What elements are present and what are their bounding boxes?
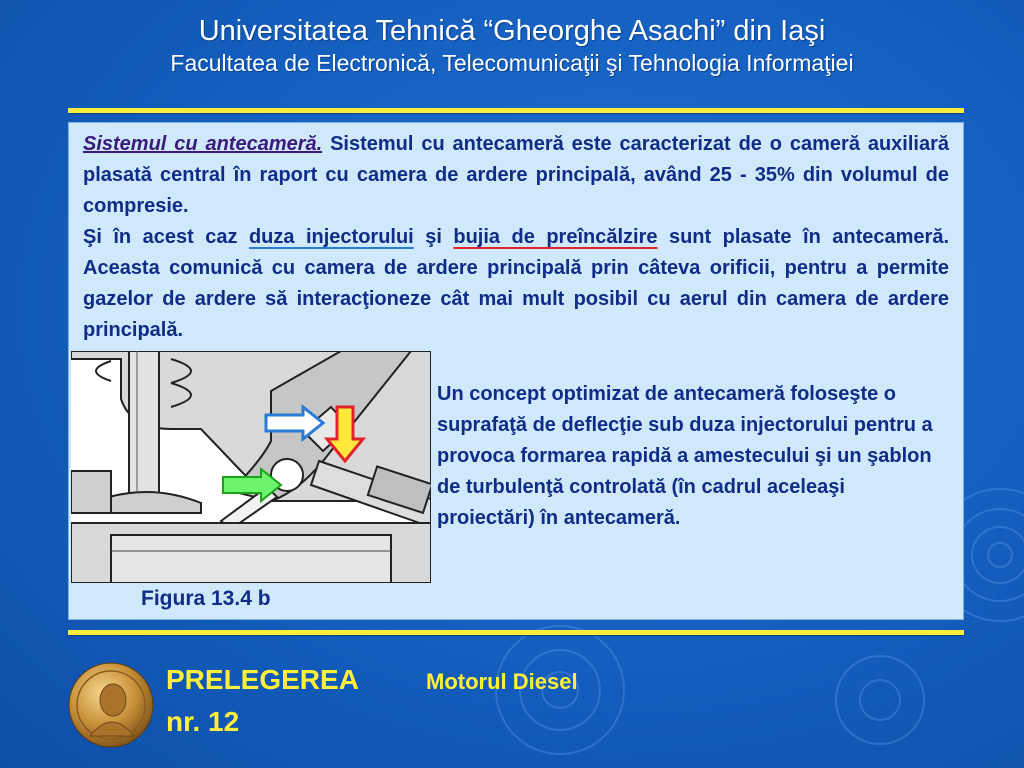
lead-title: Sistemul cu antecameră. [83, 133, 323, 155]
paragraph-2-start: Şi în acest caz [83, 226, 249, 248]
paragraph-2 [83, 222, 949, 346]
paragraph-2-and: şi [413, 226, 454, 248]
bottom-divider [68, 630, 964, 635]
paragraph-1 [83, 129, 949, 222]
concept-text: Un concept optimizat de antecameră foloseşte o suprafaţă de deflecţie sub duza injectorului pentru a provoca formarea rapidă a amestecului şi un şablon de turbulenţă controlată (în cadrul aceleaşi proiectări) în antecameră. [437, 383, 933, 529]
glow-plug-term: bujia de preîncălzire [453, 226, 658, 248]
university-title: Universitatea Tehnică “Gheorghe Asachi” din Iaşi [198, 15, 826, 47]
lecture-label: PRELEGEREA [166, 664, 359, 695]
intro-text [83, 129, 949, 346]
injector-term: duza injectorului [248, 226, 414, 248]
paragraph-2-rest: sunt plasate în antecameră. Aceasta comunică cu camera de ardere principală prin câteva orificii, pentru a permite gazelor de ardere să interacţioneze cât mai mult posibil cu aerul din camera de ardere principală. [83, 226, 949, 341]
lecture-number: nr. 12 [166, 706, 240, 737]
top-divider [68, 108, 964, 113]
slide-header [0, 14, 1024, 78]
faculty-title: Facultatea de Electronică, Telecomunicaţii şi Tehnologia Informaţiei [170, 50, 854, 76]
lecture-subject: Motorul Diesel [426, 669, 578, 694]
medal-portrait-icon [68, 662, 154, 748]
content-panel [68, 122, 964, 620]
prechamber-figure [71, 351, 431, 583]
figure-caption: Figura 13.4 b [141, 587, 271, 610]
paragraph-1-text: Sistemul cu antecameră este caracterizat de o cameră auxiliară plasată central în raport cu camera de ardere principală, având 25 - 35% din volumul de compresie. [83, 133, 949, 217]
